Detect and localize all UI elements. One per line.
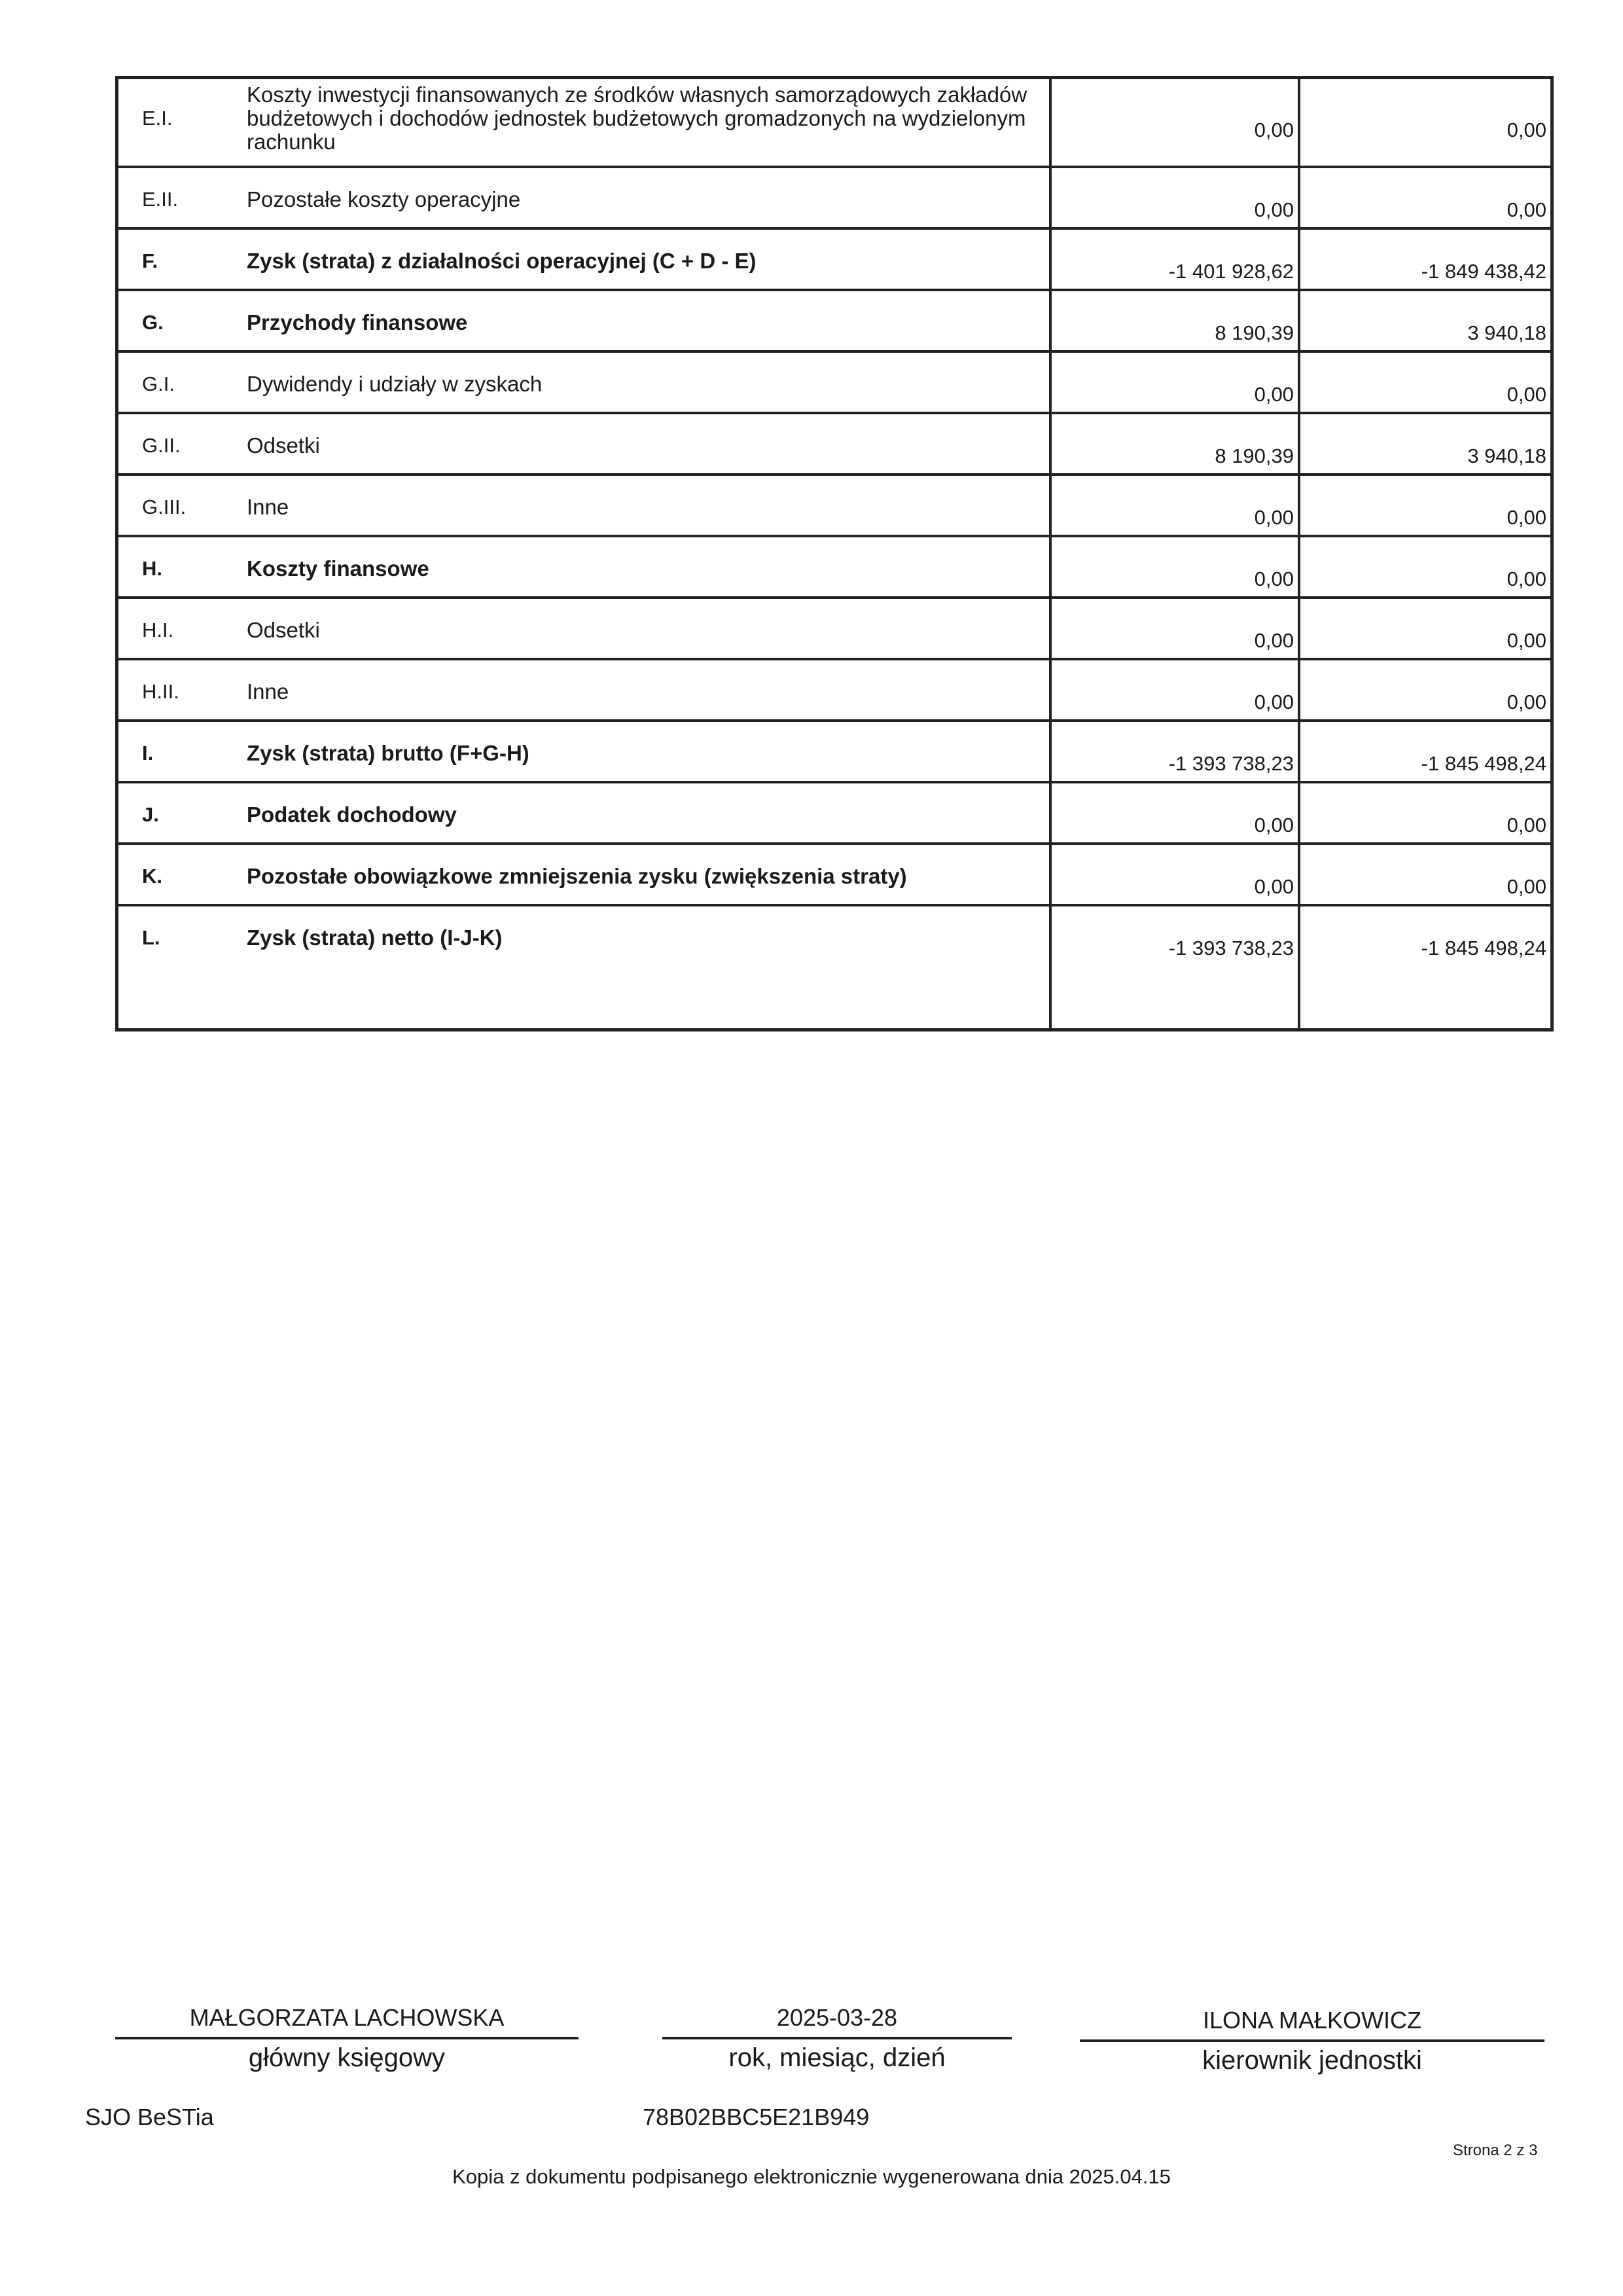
table-row bbox=[118, 230, 1550, 291]
table-row bbox=[118, 783, 1550, 845]
row-description: Koszty inwestycji finansowanych ze środków własnych samorządowych zakładów budżetowych i dochodów jednostek budżetowych gromadzonych na wydzielonym rachunku bbox=[247, 82, 1027, 154]
table-row bbox=[118, 291, 1550, 353]
row-code: H.II. bbox=[142, 680, 179, 703]
table-body bbox=[118, 79, 1550, 968]
electronic-copy-note: Kopia z dokumentu podpisanego elektronicznie wygenerowana dnia 2025.04.15 bbox=[452, 2165, 1171, 2188]
signature-date-label: rok, miesiąc, dzień bbox=[728, 2043, 946, 2072]
table-row bbox=[118, 414, 1550, 476]
row-value-current: 0,00 bbox=[1049, 79, 1298, 166]
row-value-current: -1 393 738,23 bbox=[1049, 722, 1298, 781]
row-value-current: 0,00 bbox=[1049, 599, 1298, 658]
signature-date-value: 2025-03-28 bbox=[776, 2004, 898, 2031]
signature-accountant bbox=[115, 2004, 579, 2073]
table-row bbox=[118, 660, 1550, 722]
page-number: Strona 2 z 3 bbox=[1453, 2142, 1538, 2159]
document-hash: 78B02BBC5E21B949 bbox=[643, 2104, 870, 2130]
row-description: Przychody finansowe bbox=[247, 310, 468, 334]
row-description: Odsetki bbox=[247, 618, 320, 642]
table-row bbox=[118, 845, 1550, 906]
table-row bbox=[118, 537, 1550, 599]
row-description: Inne bbox=[247, 495, 289, 519]
row-value-previous: 0,00 bbox=[1298, 168, 1550, 227]
row-value-previous: 0,00 bbox=[1298, 783, 1550, 842]
row-code: G.II. bbox=[142, 434, 181, 457]
row-value-previous: 0,00 bbox=[1298, 476, 1550, 535]
row-value-current: -1 393 738,23 bbox=[1049, 906, 1298, 968]
row-value-current: 0,00 bbox=[1049, 660, 1298, 719]
row-value-current: 0,00 bbox=[1049, 476, 1298, 535]
row-value-previous: 3 940,18 bbox=[1298, 291, 1550, 350]
row-value-current: 0,00 bbox=[1049, 537, 1298, 596]
row-value-previous: 0,00 bbox=[1298, 845, 1550, 904]
row-code: J. bbox=[142, 803, 159, 826]
accountant-name: MAŁGORZATA LACHOWSKA bbox=[189, 2004, 505, 2031]
row-value-previous: -1 849 438,42 bbox=[1298, 230, 1550, 289]
table-row bbox=[118, 722, 1550, 783]
table-row bbox=[118, 476, 1550, 537]
table-empty-row bbox=[118, 968, 1550, 1028]
row-value-previous: 0,00 bbox=[1298, 599, 1550, 658]
head-name: ILONA MAŁKOWICZ bbox=[1202, 2007, 1422, 2034]
row-code: G.I. bbox=[142, 372, 175, 395]
row-description: Dywidendy i udziały w zyskach bbox=[247, 372, 543, 396]
signature-head bbox=[1080, 2007, 1544, 2075]
row-value-current: -1 401 928,62 bbox=[1049, 230, 1298, 289]
row-code: G.III. bbox=[142, 495, 187, 518]
accountant-role: główny księgowy bbox=[248, 2043, 446, 2072]
row-description: Podatek dochodowy bbox=[247, 802, 457, 827]
row-description: Inne bbox=[247, 679, 289, 704]
row-description: Zysk (strata) netto (I-J-K) bbox=[247, 925, 503, 950]
row-value-current: 8 190,39 bbox=[1049, 291, 1298, 350]
row-code: I. bbox=[142, 742, 154, 764]
row-value-previous: 0,00 bbox=[1298, 660, 1550, 719]
row-value-current: 0,00 bbox=[1049, 168, 1298, 227]
row-description: Koszty finansowe bbox=[247, 556, 429, 581]
row-code: H. bbox=[142, 557, 162, 580]
row-value-previous: 3 940,18 bbox=[1298, 414, 1550, 473]
row-description: Pozostałe koszty operacyjne bbox=[247, 187, 521, 211]
row-value-previous: 0,00 bbox=[1298, 79, 1550, 166]
table-row bbox=[118, 906, 1550, 968]
row-code: F. bbox=[142, 249, 158, 272]
row-code: E.I. bbox=[142, 107, 173, 130]
row-description: Zysk (strata) brutto (F+G-H) bbox=[247, 741, 529, 765]
table-row bbox=[118, 353, 1550, 414]
head-role: kierownik jednostki bbox=[1202, 2046, 1422, 2075]
table-row bbox=[118, 599, 1550, 660]
row-code: L. bbox=[142, 926, 160, 949]
row-value-previous: -1 845 498,24 bbox=[1298, 906, 1550, 968]
row-value-current: 0,00 bbox=[1049, 353, 1298, 412]
row-value-current: 0,00 bbox=[1049, 845, 1298, 904]
row-value-current: 8 190,39 bbox=[1049, 414, 1298, 473]
row-code: K. bbox=[142, 865, 162, 888]
signature-date bbox=[662, 2004, 1012, 2073]
financial-table bbox=[115, 76, 1554, 1031]
row-value-current: 0,00 bbox=[1049, 783, 1298, 842]
row-value-previous: -1 845 498,24 bbox=[1298, 722, 1550, 781]
row-value-previous: 0,00 bbox=[1298, 353, 1550, 412]
table-row bbox=[118, 168, 1550, 230]
row-value-previous: 0,00 bbox=[1298, 537, 1550, 596]
row-description: Odsetki bbox=[247, 433, 320, 457]
table-row bbox=[118, 79, 1550, 168]
row-description: Pozostałe obowiązkowe zmniejszenia zysku (zwiększenia straty) bbox=[247, 864, 907, 888]
row-description: Zysk (strata) z działalności operacyjnej (C + D - E) bbox=[247, 249, 757, 273]
system-name: SJO BeSTia bbox=[85, 2104, 214, 2130]
row-code: E.II. bbox=[142, 188, 179, 211]
row-code: H.I. bbox=[142, 619, 174, 641]
row-code: G. bbox=[142, 311, 164, 334]
